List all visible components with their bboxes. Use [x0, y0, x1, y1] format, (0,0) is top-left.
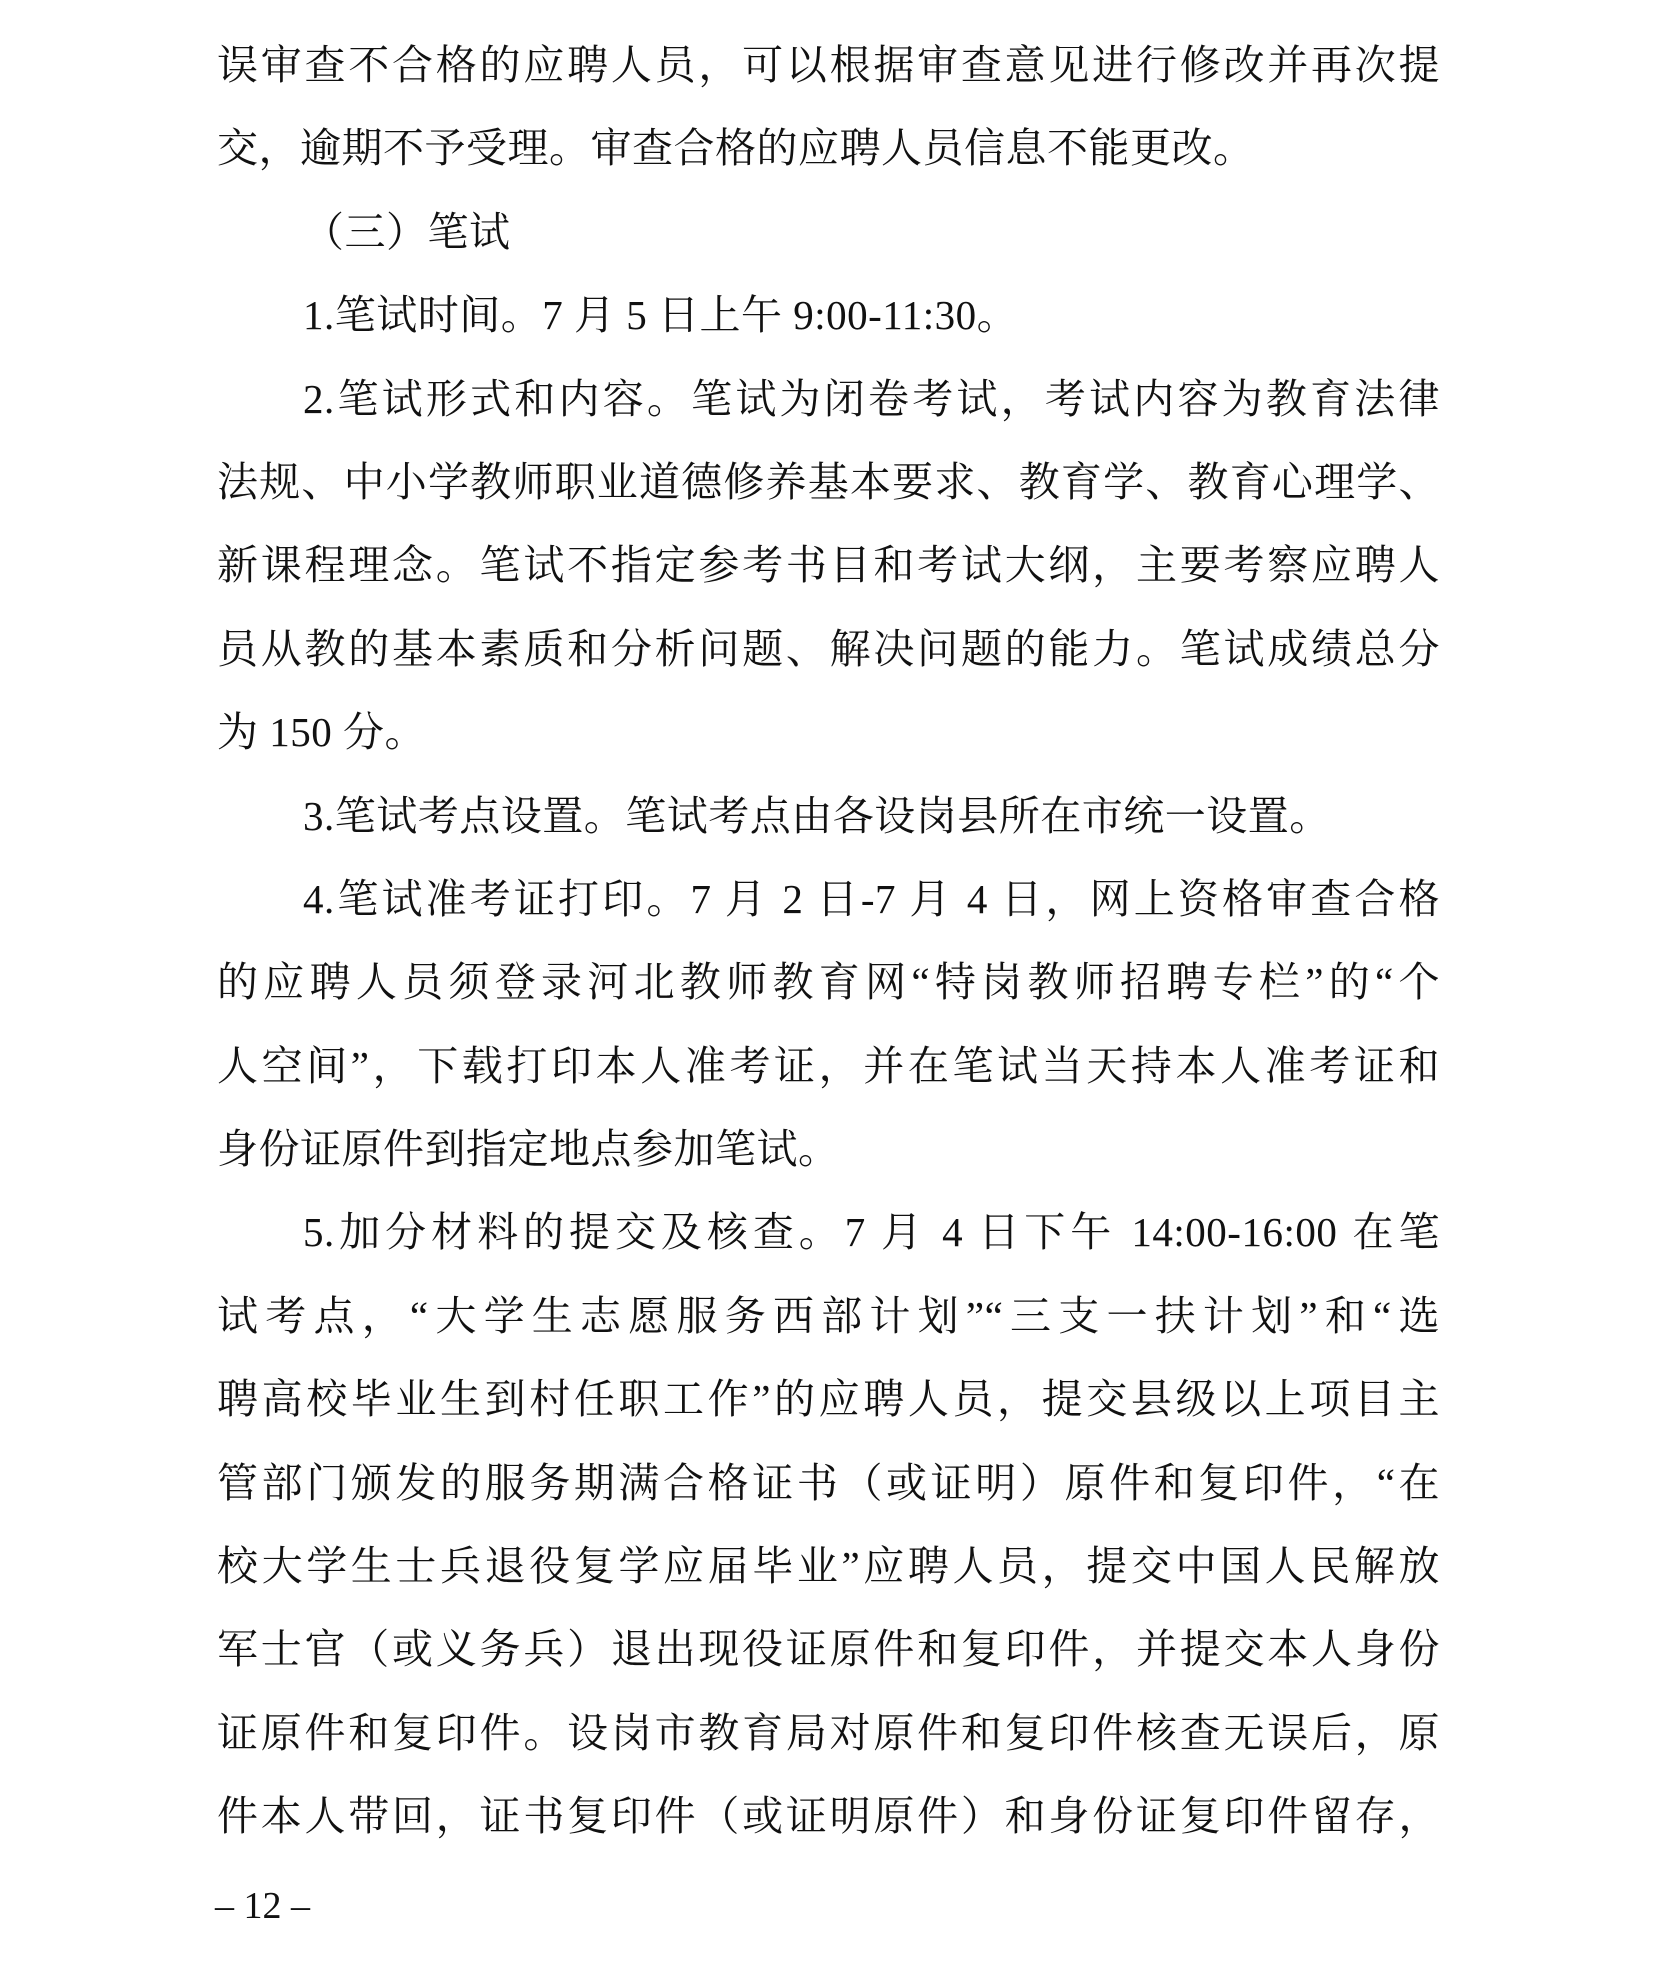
text-line: 1.笔试时间。7 月 5 日上午 9:00-11:30。 — [303, 292, 1019, 339]
text-line: 身份证原件到指定地点参加笔试。 — [217, 1126, 840, 1173]
text-line: 军士官（或义务兵）退出现役证原件和复印件，并提交本人身份 — [217, 1626, 1440, 1673]
text-line: 的应聘人员须登录河北教师教育网“特岗教师招聘专栏”的“个 — [217, 959, 1440, 1006]
text-line: 为 150 分。 — [217, 709, 426, 756]
text-line: 校大学生士兵退役复学应届毕业”应聘人员，提交中国人民解放 — [217, 1543, 1440, 1590]
text-line: 5.加分材料的提交及核查。7 月 4 日下午 14:00-16:00 在笔 — [303, 1209, 1440, 1256]
text-line: 法规、中小学教师职业道德修养基本要求、教育学、教育心理学、 — [217, 458, 1440, 505]
text-line: 人空间”，下载打印本人准考证，并在笔试当天持本人准考证和 — [217, 1042, 1440, 1089]
text-line: 3.笔试考点设置。笔试考点由各设岗县所在市统一设置。 — [303, 792, 1331, 839]
text-line: 2.笔试形式和内容。笔试为闭卷考试，考试内容为教育法律 — [303, 375, 1440, 422]
document-body — [217, 24, 1440, 1859]
text-line: 4.笔试准考证打印。7 月 2 日-7 月 4 日，网上资格审查合格 — [303, 875, 1440, 922]
text-line: 试考点，“大学生志愿服务西部计划”“三支一扶计划”和“选 — [217, 1292, 1440, 1339]
text-line: 聘高校毕业生到村任职工作”的应聘人员，提交县级以上项目主 — [217, 1376, 1440, 1423]
text-line: 证原件和复印件。设岗市教育局对原件和复印件核查无误后，原 — [217, 1709, 1440, 1756]
page-number: – 12 – — [215, 1885, 310, 1927]
text-line: 误审查不合格的应聘人员，可以根据审查意见进行修改并再次提 — [217, 42, 1440, 88]
text-line: 件本人带回，证书复印件（或证明原件）和身份证复印件留存， — [217, 1793, 1440, 1840]
text-line: 员从教的基本素质和分析问题、解决问题的能力。笔试成绩总分 — [217, 625, 1440, 672]
text-line: 新课程理念。笔试不指定参考书目和考试大纲，主要考察应聘人 — [217, 542, 1440, 589]
text-line: 交，逾期不予受理。审查合格的应聘人员信息不能更改。 — [217, 125, 1255, 172]
section-heading-line: （三）笔试 — [303, 208, 511, 255]
text-line: 管部门颁发的服务期满合格证书（或证明）原件和复印件，“在 — [217, 1459, 1440, 1506]
